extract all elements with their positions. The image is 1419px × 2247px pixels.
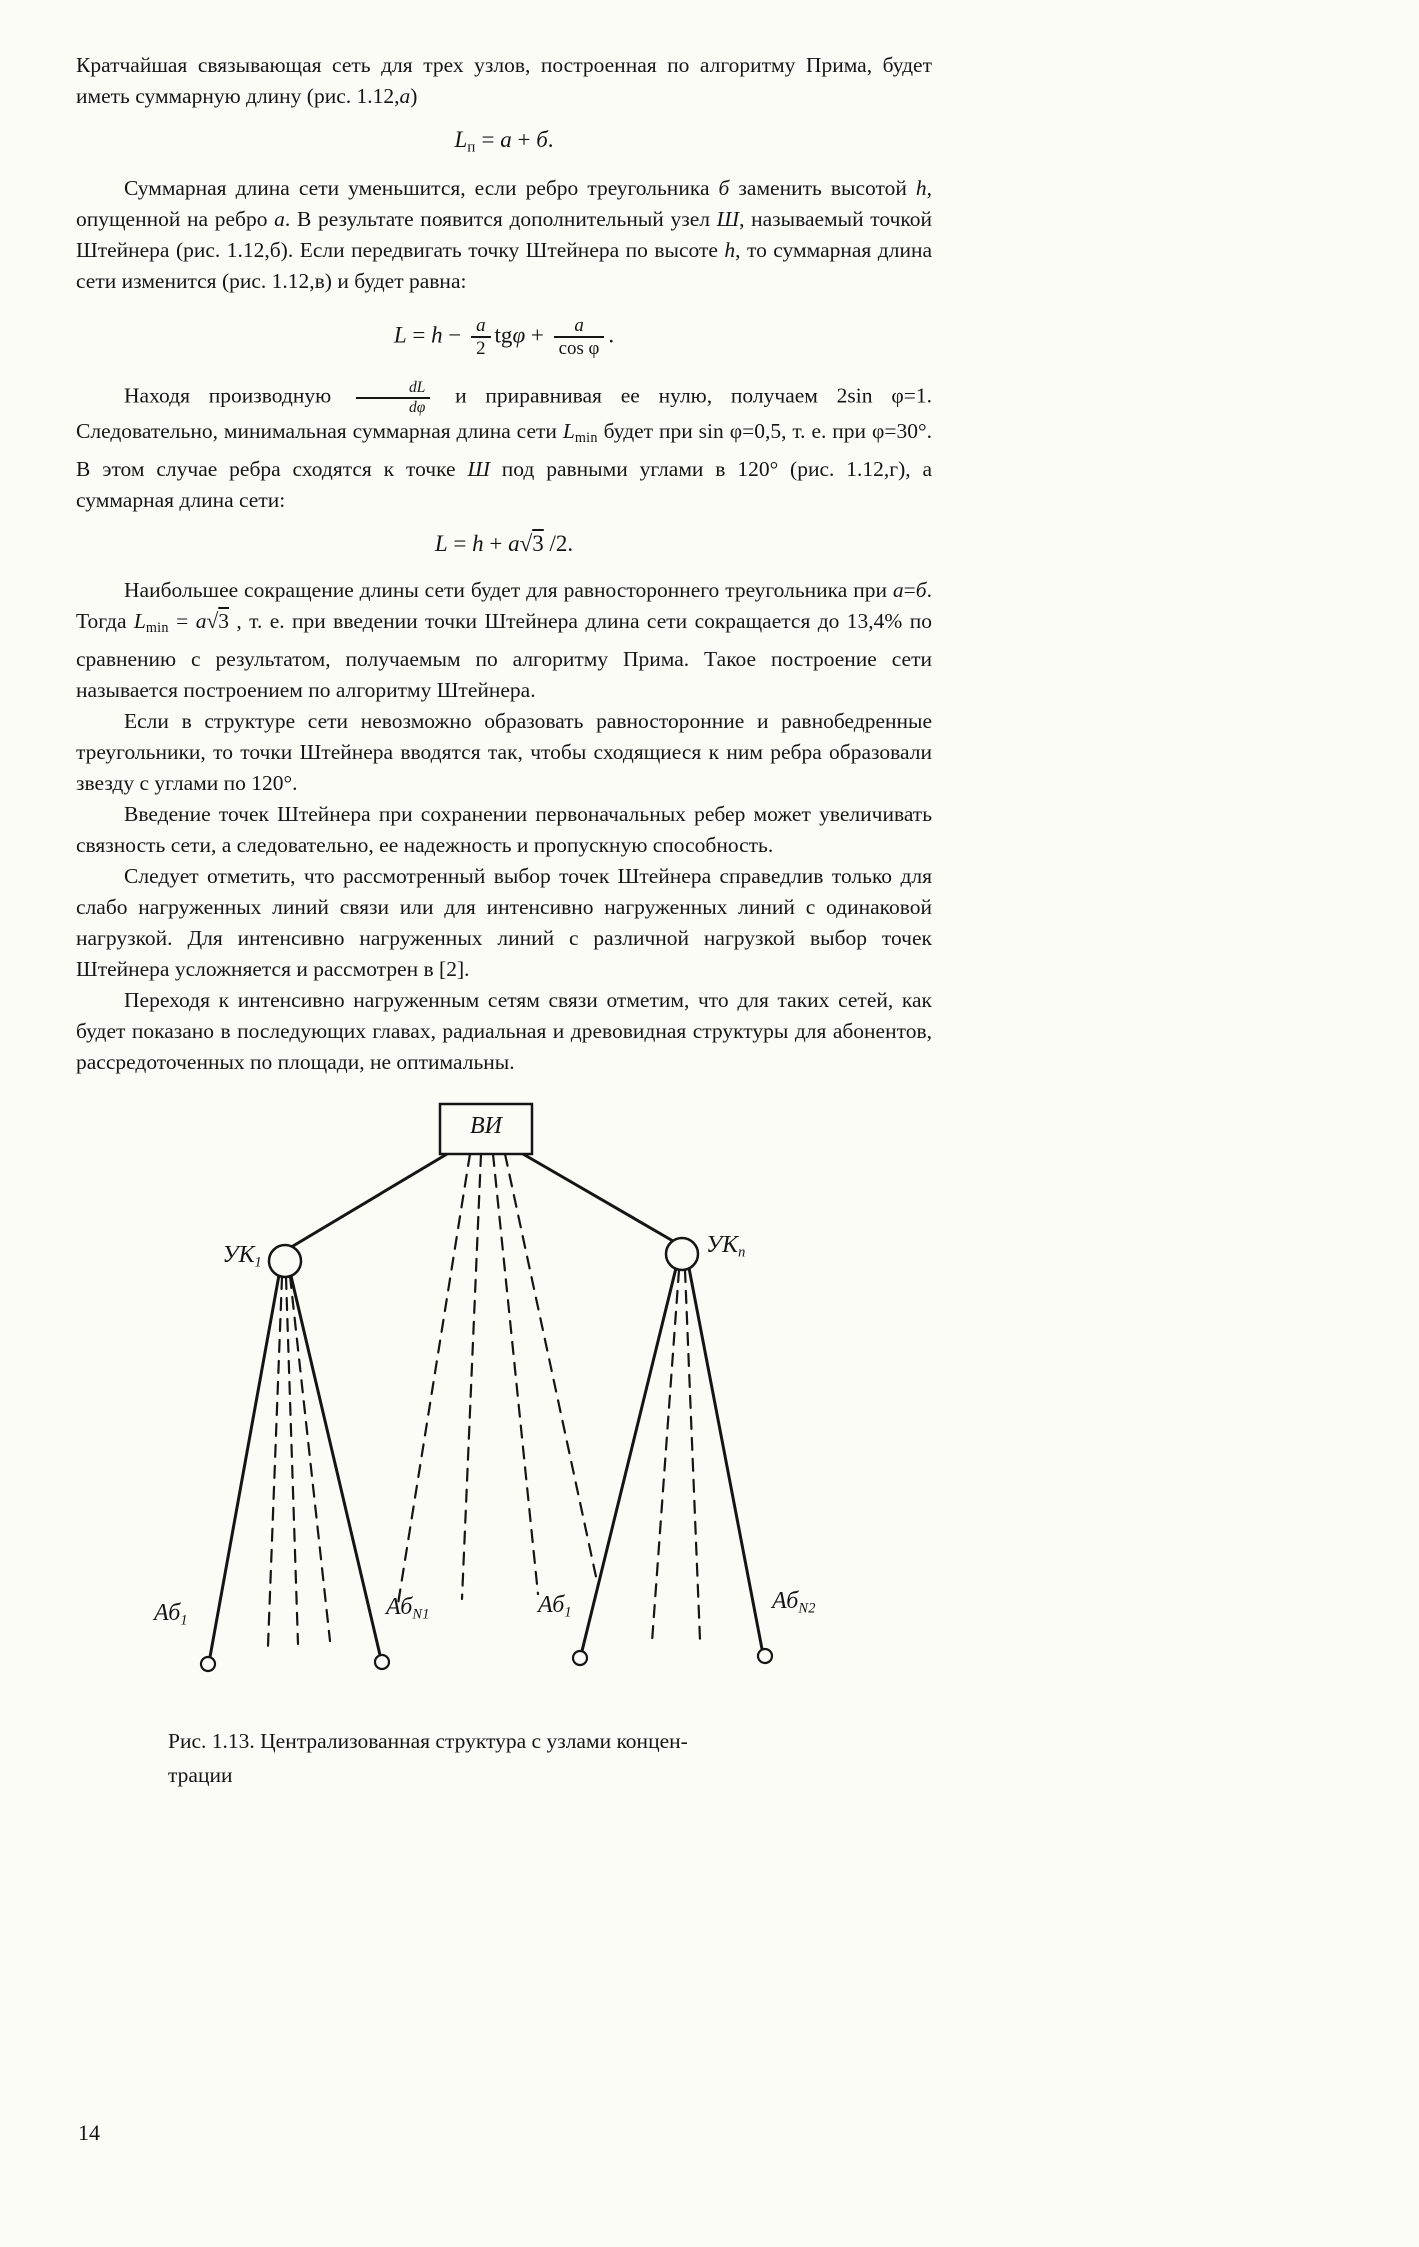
paragraph-3: Находя производную $\frac{dL}{d\varphi}$ и приравнивая ее нулю, получаем 2sin φ=1. Следовательно, минимальная суммарная длина сети $L_{min}$ будет при sin φ=0,5, т. е. при φ=30°. В этом случае ребра сходятся к точке Ш под равными углами в 120° (рис. 1.12,г), а суммарная длина сети: <box>76 379 933 513</box>
label-ab1-right: $Аб_1$ <box>538 1591 572 1621</box>
ab1-right-node <box>573 1651 587 1665</box>
paragraph-1: Кратчайшая связывающая сеть для трех узлов, построенная по алгоритму Прима, будет иметь суммарную длину (рис. 1.12,а) <box>76 53 932 108</box>
figure-caption-line1: Рис. 1.13. Централизованная структура с узлами концен- <box>168 1728 688 1753</box>
label-ab1-left: $Аб_1$ <box>154 1599 188 1629</box>
link-ukn-ab1 <box>582 1268 676 1651</box>
link-vi-dashed-2 <box>462 1154 481 1599</box>
paragraph-7: Следует отметить, что рассмотренный выбор точек Штейнера справедлив только для слабо нагруженных линий связи или для интенсивно нагруженных линий с одинаковой нагрузкой. Для интенсивно нагруженных линий с различной нагрузкой выбор точек Штейнера усложняется и рассмотрен в [2]. <box>76 863 932 981</box>
abn2-node <box>758 1649 772 1663</box>
label-ukn: $УК_n$ <box>706 1231 746 1261</box>
link-uk1-abn1 <box>291 1276 380 1655</box>
link-uk1-dashed-3 <box>290 1276 330 1641</box>
paragraph-2: Суммарная длина сети уменьшится, если ребро треугольника б заменить высотой h, опущенной на ребро а. В результате появится дополнительный узел Ш, называемый точкой Штейнера (рис. 1.12,б). Если передвигать точку Штейнера по высоте h, то суммарная длина сети изменится (рис. 1.12,в) и будет равна: <box>76 176 933 294</box>
figure-caption <box>168 1724 868 1792</box>
link-vi-uk1 <box>293 1154 447 1246</box>
page-number: 14 <box>78 2120 100 2145</box>
formula-min-length: L = h + a√3 /2. <box>434 531 574 557</box>
link-ukn-dashed-1 <box>652 1270 679 1642</box>
figure-caption-line2: трации <box>168 1762 233 1787</box>
label-abn1: $Аб_{N1}$ <box>386 1593 430 1623</box>
page-content <box>76 50 932 1792</box>
link-vi-dashed-4 <box>505 1154 598 1586</box>
paragraph-8: Переходя к интенсивно нагруженным сетям связи отметим, что для таких сетей, как будет показано в последующих главах, радиальная и древовидная структуры для абонентов, рассредоточенных по площади, не оптимальны. <box>76 987 932 1074</box>
paragraph-6: Введение точек Штейнера при сохранении первоначальных ребер может увеличивать связность сети, а следовательно, ее надежность и пропускную способность. <box>76 801 932 857</box>
link-vi-dashed-1 <box>398 1154 470 1604</box>
label-vi: ВИ <box>470 1112 502 1139</box>
link-vi-ukn <box>523 1154 673 1241</box>
link-uk1-ab1 <box>210 1275 279 1657</box>
ukn-node <box>666 1238 698 1270</box>
link-uk1-dashed-2 <box>286 1277 298 1644</box>
uk1-node <box>269 1245 301 1277</box>
paragraph-4: Наибольшее сокращение длины сети будет для равностороннего треугольника при а=б. Тогда $L_{min} = а√3$ , т. е. при введении точки Штейнера длина сети сокращается до 13,4% по сравнению с результатом, получаемым по алгоритму Прима. Такое построение сети называется построением по алгоритму Штейнера. <box>76 577 932 702</box>
ab1-left-node <box>201 1657 215 1671</box>
formula-prim-length: $L_п = а + б$. <box>454 127 554 156</box>
label-uk1: $УК_1$ <box>222 1241 262 1271</box>
paragraph-5: Если в структуре сети невозможно образовать равносторонние и равнобедренные треугольники, то точки Штейнера вводятся так, чтобы сходящиеся к ним ребра образовали звезду с углами по 120°. <box>76 708 932 795</box>
link-ukn-abn2 <box>689 1268 762 1649</box>
formula-steiner-length: L = h − $\frac{a}{2}$ tgφ + $\frac{a}{\text{cos φ}}$ . <box>393 315 615 360</box>
abn1-node <box>375 1655 389 1669</box>
link-vi-dashed-3 <box>493 1154 538 1594</box>
link-ukn-dashed-2 <box>685 1270 700 1640</box>
figure-1-13 <box>140 1096 920 1696</box>
label-abn2: $Аб_{N2}$ <box>772 1587 816 1617</box>
